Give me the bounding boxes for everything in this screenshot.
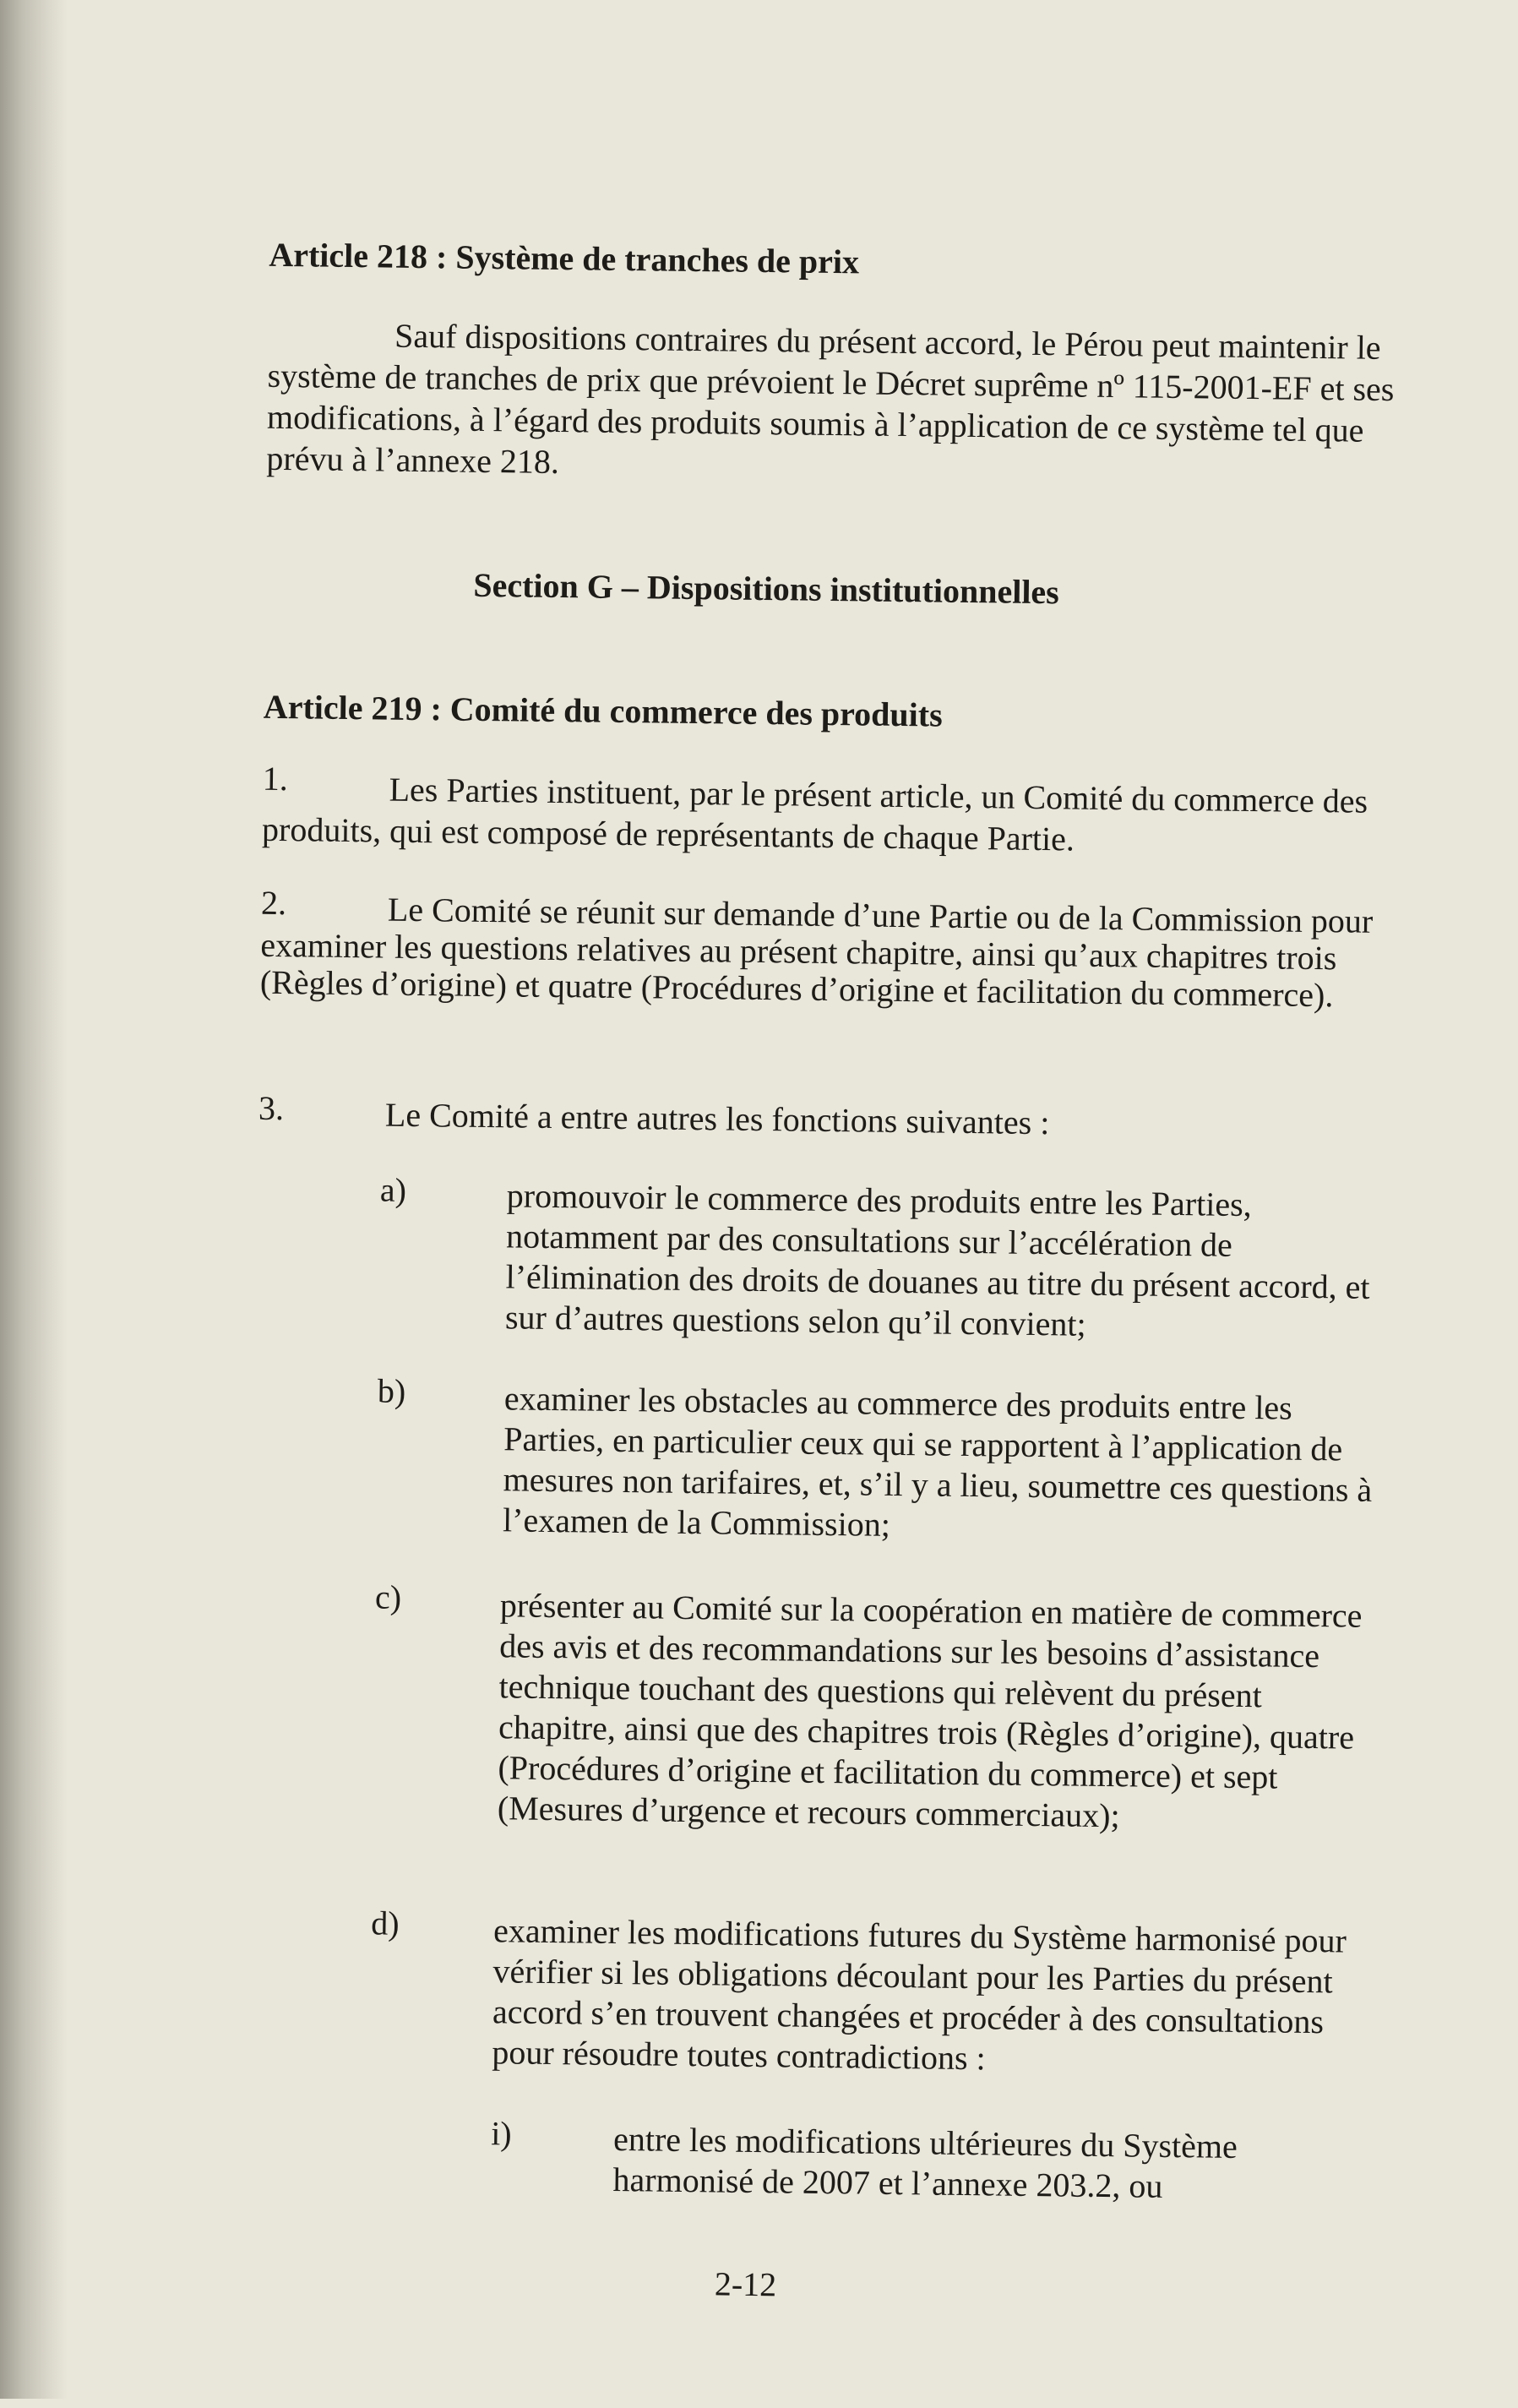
article-218-text: Sauf dispositions contraires du présent accord, le Pérou peut maintenir le système de tranches de prix que prévoient le Décret suprême nº 115-2001-EF et ses modifications, à l’égard des produits soumis à l’application de ce système tel que prévu à l’annexe 218. bbox=[266, 316, 1395, 482]
section-g-heading: Section G – Dispositions institutionnelles bbox=[473, 565, 1060, 612]
article-219-heading: Article 219 : Comité du commerce des produits bbox=[263, 687, 943, 734]
paragraph-number: 2. bbox=[260, 883, 287, 923]
item-text: présenter au Comité sur la coopération en matière de commerce des avis et des recommandations sur les besoins d’assistance technique touchant des questions qui relèvent du présent chapitre, ainsi que des chapitres trois (Règles d’origine), quatre (Procédures d’origine et facilitation du commerce) et sept (Mesures d’urgence et recours commerciaux); bbox=[497, 1586, 1363, 1835]
article-218-heading: Article 218 : Système de tranches de prix bbox=[269, 235, 860, 281]
item-text: promouvoir le commerce des produits entre les Parties, notamment par des consultations sur l’accélération de l’élimination des droits de douanes au titre du présent accord, et sur d’autres questions selon qu’il convient; bbox=[504, 1176, 1370, 1343]
item-label: b) bbox=[377, 1371, 406, 1410]
item-label: d) bbox=[370, 1904, 400, 1942]
paragraph-text: Les Parties instituent, par le présent article, un Comité du commerce des produits, qui est composé de représentants de chaque Partie. bbox=[261, 770, 1368, 858]
item-label: i) bbox=[490, 2114, 512, 2153]
paragraph-text: Le Comité a entre autres les fonctions suivantes : bbox=[384, 1095, 1050, 1142]
paragraph-number: 3. bbox=[258, 1088, 285, 1128]
paragraph-number: 1. bbox=[262, 759, 289, 798]
item-text: examiner les modifications futures du Système harmonisé pour vérifier si les obligations découlant pour les Parties du présent accord s’en trouvent changées et procéder à des consultations pour résoudre toutes contradictions : bbox=[492, 1911, 1347, 2078]
item-label: a) bbox=[379, 1170, 407, 1209]
item-text: entre les modifications ultérieures du Système harmonisé de 2007 et l’annexe 203.2, ou bbox=[612, 2119, 1238, 2205]
paragraph-text: Le Comité se réunit sur demande d’une Partie ou de la Commission pour examiner les questions relatives au présent chapitre, ainsi qu’aux chapitres trois (Règles d’origine) et quatre (Procédures d’origine et facilitation du commerce). bbox=[259, 890, 1374, 1015]
item-label: c) bbox=[374, 1577, 402, 1616]
item-text: examiner les obstacles au commerce des produits entre les Parties, en particulier ceux qui se rapportent à l’application de mesures non tarifaires, et, s’il y a lieu, soumettre ces questions à l’examen de la Commission; bbox=[502, 1379, 1373, 1544]
page-number: 2-12 bbox=[714, 2264, 777, 2304]
